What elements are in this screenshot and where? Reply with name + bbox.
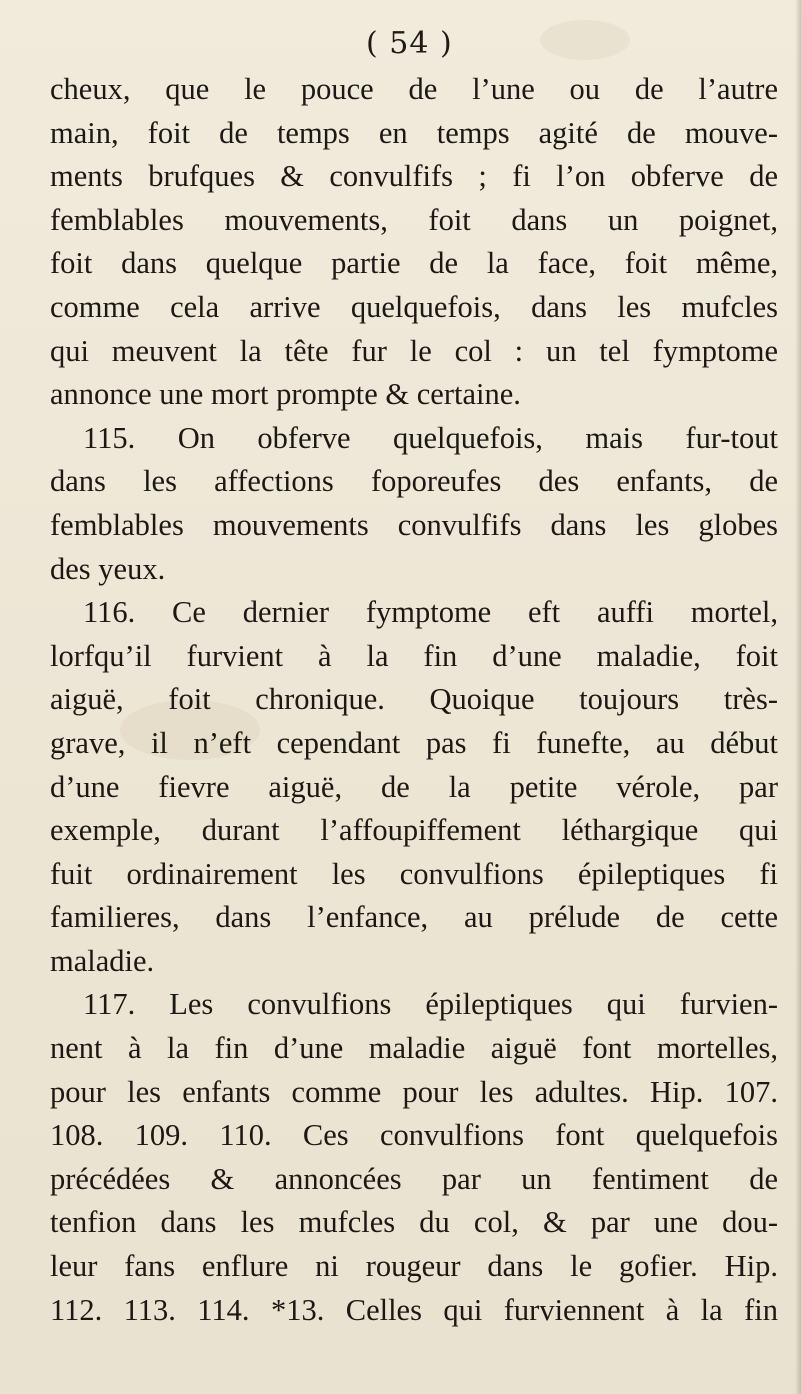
page-edge-shadow [795,0,801,1394]
page-number: ( 54 ) [366,26,453,61]
body-text [50,68,778,1332]
text-line: pour les enfants comme pour les adultes. Hip. 107. [50,1074,778,1109]
text-line: cheux, que le pouce de l’une ou de l’autre [50,72,778,106]
text-line: ments brufques & convulfifs ; fi l’on obferve de [50,159,778,194]
text-line: foit dans quelque partie de la face, foit même, [50,246,778,281]
text-line: grave, il n’eft cependant pas fi funefte, au début [50,725,778,760]
text-line: fuit ordinairement les convulfions épileptiques fi [50,856,778,891]
text-line: lorfqu’il furvient à la fin d’une maladie, foit [50,638,778,673]
text-line: dans les affections foporeufes des enfants, de [50,464,778,499]
text-line: femblables mouvements convulfifs dans les globes [50,507,778,542]
text-line: annonce une mort prompte & certaine. [50,377,521,412]
text-line: main, foit de temps en temps agité de mouve- [50,115,778,150]
text-line: 116. Ce dernier fymptome eft auffi mortel, [83,595,778,630]
text-line: familieres, dans l’enfance, au prélude de cette [50,900,778,935]
text-line: aiguë, foit chronique. Quoique toujours très- [50,682,778,717]
text-line: 112. 113. 114. *13. Celles qui furviennent à la fin [50,1292,778,1327]
text-line: d’une fievre aiguë, de la petite vérole, par [50,769,778,804]
text-line: comme cela arrive quelquefois, dans les mufcles [50,289,778,324]
text-line: leur fans enflure ni rougeur dans le gofier. Hip. [50,1249,778,1284]
text-line: précédées & annoncées par un fentiment de [50,1161,778,1196]
text-line: 115. On obferve quelquefois, mais fur-tout [83,420,778,455]
text-line: des yeux. [50,551,166,586]
text-line: nent à la fin d’une maladie aiguë font mortelles, [50,1031,778,1066]
text-line: exemple, durant l’affoupiffement léthargique qui [50,813,778,848]
text-line: qui meuvent la tête fur le col : un tel fymptome [50,333,778,368]
text-line: maladie. [50,943,155,978]
text-line: femblables mouvements, foit dans un poignet, [50,202,778,237]
text-line: 117. Les convulfions épileptiques qui furvien- [83,987,778,1022]
text-line: tenfion dans les mufcles du col, & par une dou- [50,1205,778,1240]
paper-stain [540,20,630,60]
text-line: 108. 109. 110. Ces convulfions font quelquefois [50,1118,778,1153]
